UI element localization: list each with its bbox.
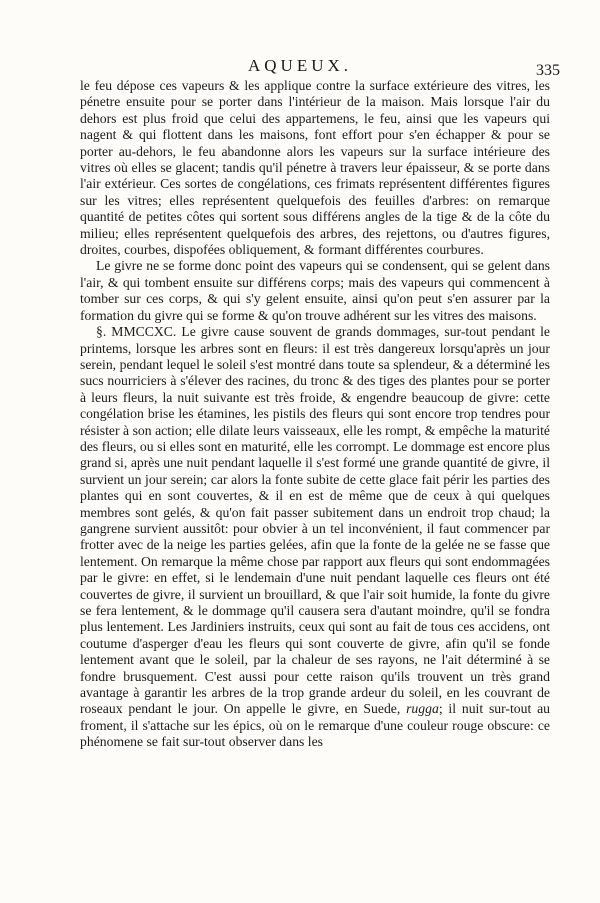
paragraph-givre-formation: Le givre ne se forme donc point des vapeurs qui se condensent, qui se gelent dans l'air, & qui tombent ensuite sur différens corps; mais des vapeurs qui commencent à tomber sur ces corps, & qui s'y gelent ensuite, ainsi qu'on peut s'en assurer par la formation du givre qui se forme & qu'on trouve adhérent sur les vitres des maisons. xyxy=(80,258,550,323)
section-text-end: ; il nuit sur-tout au froment, il s'attache sur les épics, où on le remarque d'une couleur rouge obscure: ce phénomene se fait sur-tout observer dans les xyxy=(80,701,550,750)
section-text: Le givre cause souvent de grands dommages, sur-tout pendant le printems, lorsque les arbres sont en fleurs: il est très dangereux lorsqu'après un jour serein, pendant lequel le soleil s'est montré dans toute sa splendeur, & a déterminé les sucs nourriciers à s'élever des racines, du tronc & des tiges des plantes pour se porter à leurs fleurs, la nuit suivante est très froide, & engendre beaucoup de givre: cette congélation brise les étamines, les pistils des fleurs qui sont encore trop tendres pour résister à son action; elle dilate leurs vaisseaux, elle les rompt, & empêche la maturité des fleurs, ou si elles sont en maturité, elle les corrompt. Le dommage est encore plus grand si, après une nuit pendant laquelle il s'est formé une grande quantité de givre, il survient un jour serein; car alors la fonte subite de cette glace fait périr les parties des plantes qui en sont couvertes, & il en est de même que de ceux à qui quelques membres sont gelés, & qu'on fait passer subitement dans un endroit trop chaud; la gangrene survient aussitôt: pour obvier à un tel inconvénient, il faut commencer par frotter avec de la neige les parties gelées, afin que la fonte de la gelée ne se fasse que lentement. On remarque la même chose par rapport aux fleurs qui sont endommagées par le givre: en effet, si le lendemain d'une nuit pendant laquelle ces fleurs ont été couvertes de givre, il survient un brouillard, & que l'air soit humide, la fonte du givre se fera lentement, & le dommage qu'il causera sera d'autant moindre, qu'il se fondra plus lentement. Les Jardiniers instruits, ceux qui sont au fait de tous ces accidens, ont coutume d'asperger d'eau les fleurs qui sont couverte de givre, afin qu'il se fonde lentement avant que le soleil, par la chaleur de ses rayons, ne l'ait déterminé à se fondre brusquement. C'est aussi pour cette raison qu'ils trouvent un très grand avantage à garantir les arbres de la trop grande ardeur du soleil, en les couvrant de roseaux pendant le jour. On appelle le givre, en Suede, xyxy=(80,324,550,717)
section-number: §. MMCCXC. xyxy=(96,324,177,340)
body-text xyxy=(80,78,550,751)
italic-term-rugga: rugga xyxy=(406,701,439,717)
page-number: 335 xyxy=(536,62,560,79)
running-head xyxy=(0,56,600,80)
running-title: AQUEUX. xyxy=(247,56,353,75)
paragraph-section-mmccxc xyxy=(80,324,550,751)
paragraph-continuation: le feu dépose ces vapeurs & les applique contre la surface extérieure des vitres, les pénetre ensuite pour se porter dans l'intérieur de la maison. Mais lorsque l'air du dehors est plus froid que celui des appartemens, le feu, ainsi que les vapeurs qui nagent & qui flottent dans les maisons, font effort pour s'en échapper & pour se porter au-dehors, le feu abandonne alors les vapeurs sur la surface intérieure des vitres où elles se glacent; tandis qu'il pénetre à travers leur épaisseur, & se porte dans l'air extérieur. Ces sortes de congélations, ces frimats représentent différentes figures sur les vitres; elles représentent quelquefois des feuilles d'arbres: on remarque quantité de petites côtes qui sortent sous différens angles de la tige & de la côte du milieu; elles représentent quelquefois des arbres, des rejettons, ou d'autres figures, droites, courbes, dispofées obliquement, & formant différentes courbures. xyxy=(80,78,550,258)
